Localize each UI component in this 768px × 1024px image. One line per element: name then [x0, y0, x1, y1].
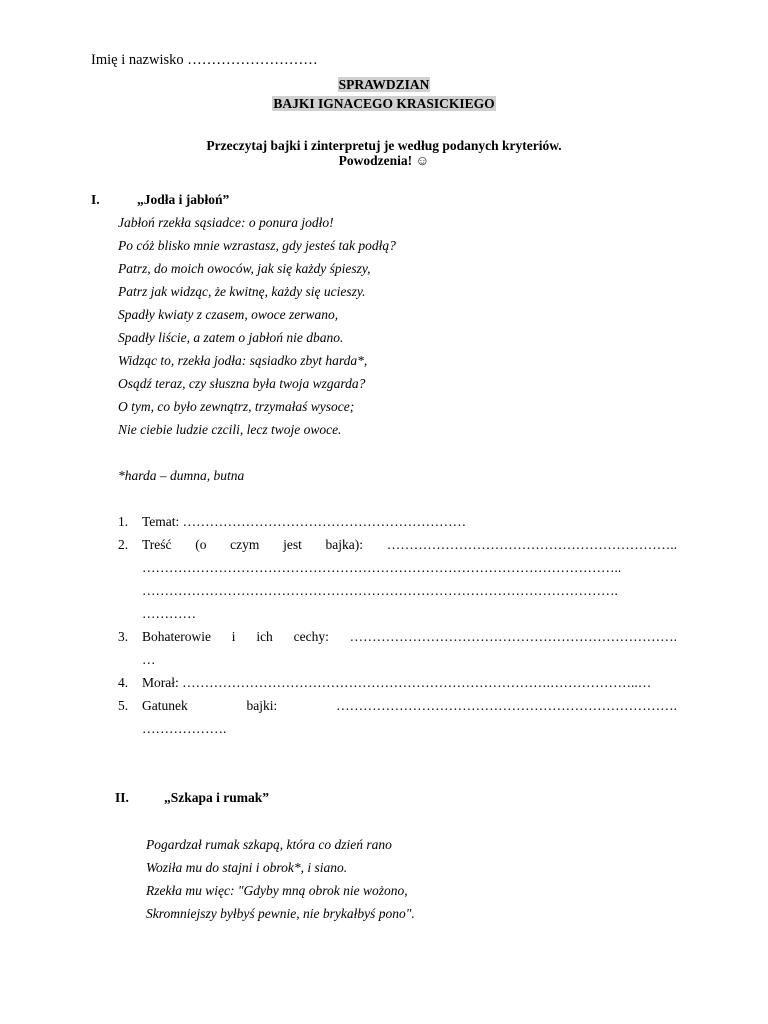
section-2-title: „Szkapa i rumak” — [164, 790, 270, 805]
name-field-label: Imię i nazwisko ……………………… — [91, 52, 318, 68]
question-word: (o — [195, 537, 207, 552]
poem-line: Osądź teraz, czy słuszna była twoja wzgarda? — [118, 376, 366, 391]
question-word: i — [231, 629, 236, 644]
poem-line: Woziła mu do stajni i obrok*, i siano. — [146, 860, 348, 875]
poem-line: Patrz jak widząc, że kwitnę, każdy się ucieszy. — [118, 284, 366, 299]
title-line-2 — [0, 96, 768, 112]
poem-line: Jabłoń rzekła sąsiadce: o ponura jodło! — [118, 215, 334, 230]
answer-dots: … — [142, 652, 156, 667]
answer-dots: …………………………………………………………………. — [336, 698, 677, 713]
title-line-1 — [0, 77, 768, 93]
title-subject: BAJKI IGNACEGO KRASICKIEGO — [273, 96, 495, 111]
question-genre — [142, 698, 677, 714]
poem-line: O tym, co było zewnątrz, trzymałaś wysoce; — [118, 399, 355, 414]
question-number: 5. — [118, 698, 129, 713]
question-word: bajka): — [325, 537, 363, 552]
poem-line: Skromniejszy byłbyś pewnie, nie brykałbyś pono". — [146, 906, 415, 921]
question-topic: Temat: ……………………………………………………… — [142, 514, 467, 529]
answer-dots: ………………………………………………………………. — [349, 629, 677, 644]
question-number: 1. — [118, 514, 129, 529]
section-2-number: II. — [115, 790, 129, 805]
poem-line: Widząc to, rzekła jodła: sąsiadko zbyt harda*, — [118, 353, 368, 368]
question-word: Gatunek — [142, 698, 188, 713]
question-moral: Morał: ……………………………………………………………………….………………..… — [142, 675, 652, 690]
poem-line: Rzekła mu więc: "Gdyby mną obrok nie wożono, — [146, 883, 408, 898]
answer-dots: ………… — [142, 606, 196, 621]
footnote: *harda – dumna, butna — [118, 468, 245, 483]
question-word: bajki: — [246, 698, 278, 713]
instructions-line-2: Powodzenia! ☺ — [338, 153, 430, 168]
poem-line: Nie ciebie ludzie czcili, lecz twoje owoce. — [118, 422, 342, 437]
question-word: cechy: — [293, 629, 329, 644]
answer-dots: ………………. — [142, 721, 227, 736]
title-sprawdzian: SPRAWDZIAN — [338, 77, 430, 92]
question-content — [142, 537, 677, 553]
question-word: Treść — [142, 537, 172, 552]
instructions-line-1: Przeczytaj bajki i zinterpretuj je według podanych kryteriów. — [206, 138, 562, 153]
poem-line: Patrz, do moich owoców, jak się każdy śpieszy, — [118, 261, 371, 276]
question-word: Bohaterowie — [142, 629, 211, 644]
answer-dots: …………………………………………………………………………………………….. — [142, 560, 622, 575]
poem-line: Pogardzał rumak szkapą, która co dzień rano — [146, 837, 392, 852]
section-1-title: „Jodła i jabłoń” — [137, 192, 230, 207]
question-number: 4. — [118, 675, 129, 690]
question-word: jest — [283, 537, 302, 552]
poem-line: Spadły kwiaty z czasem, owoce zerwano, — [118, 307, 339, 322]
section-1-number: I. — [91, 192, 100, 207]
question-word: czym — [230, 537, 260, 552]
poem-line: Spadły liście, a zatem o jabłoń nie dbano. — [118, 330, 344, 345]
poem-line: Po cóż blisko mnie wzrastasz, gdy jesteś tak podłą? — [118, 238, 396, 253]
question-number: 2. — [118, 537, 129, 552]
question-characters — [142, 629, 677, 645]
question-number: 3. — [118, 629, 129, 644]
answer-dots: ……………………………………………………………………………………………. — [142, 583, 618, 598]
answer-dots: ……………………………………………………….. — [386, 537, 677, 552]
question-word: ich — [256, 629, 273, 644]
